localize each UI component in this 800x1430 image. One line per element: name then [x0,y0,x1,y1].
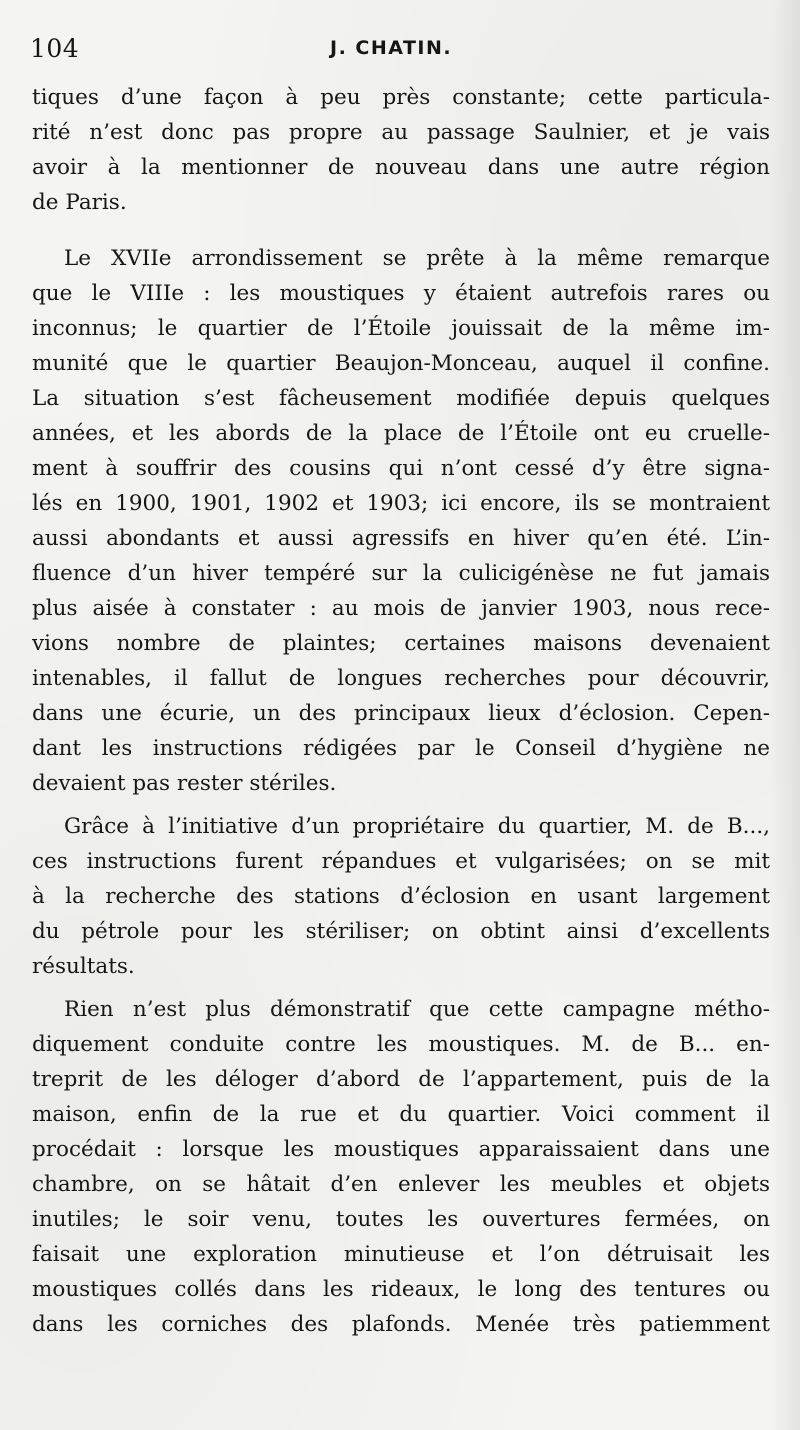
text-line: treprit de les déloger d’abord de l’appartement, puis de la [32,1067,770,1092]
text-line: maison, enfin de la rue et du quartier. Voici comment il [32,1102,770,1127]
body-text [32,80,770,1342]
text-line: inconnus; le quartier de l’Étoile jouissait de la même im- [32,316,770,341]
text-line: diquement conduite contre les moustiques. M. de B... en- [32,1032,770,1057]
text-line: années, et les abords de la place de l’Étoile ont eu cruelle- [32,421,770,446]
text-line: du pétrole pour les stériliser; on obtint ainsi d’excellents [32,919,770,944]
text-line: Le XVIIe arrondissement se prête à la même remarque [64,246,770,271]
page-number: 104 [30,34,80,63]
paragraph [32,80,770,220]
text-line: à la recherche des stations d’éclosion en usant largement [32,884,770,909]
paragraph [32,992,770,1342]
text-line: vions nombre de plaintes; certaines maisons devenaient [32,631,770,656]
page-edge-shadow [770,0,800,1430]
text-line: dant les instructions rédigées par le Conseil d’hygiène ne [32,736,770,761]
text-line: ces instructions furent répandues et vulgarisées; on se mit [32,849,770,874]
text-line: lés en 1900, 1901, 1902 et 1903; ici encore, ils se montraient [32,491,770,516]
text-line: dans les corniches des plafonds. Menée très patiemment [32,1312,770,1337]
text-line: dans une écurie, un des principaux lieux d’éclosion. Cepen- [32,701,770,726]
text-line: intenables, il fallut de longues recherches pour découvrir, [32,666,770,691]
text-line: de Paris. [32,190,127,215]
text-line: inutiles; le soir venu, toutes les ouvertures fermées, on [32,1207,770,1232]
text-line: devaient pas rester stériles. [32,771,337,796]
page-header [30,34,770,70]
text-line: rité n’est donc pas propre au passage Saulnier, et je vais [32,120,770,145]
text-line: plus aisée à constater : au mois de janvier 1903, nous rece- [32,596,770,621]
text-line: chambre, on se hâtait d’en enlever les meubles et objets [32,1172,770,1197]
text-line: fluence d’un hiver tempéré sur la culicigénèse ne fut jamais [32,561,770,586]
running-head-author: J. CHATIN. [330,37,453,59]
paragraph-spacer [32,801,770,809]
paragraph [32,241,770,801]
text-line: avoir à la mentionner de nouveau dans une autre région [32,155,770,180]
text-line: Grâce à l’initiative d’un propriétaire du quartier, M. de B..., [64,814,770,839]
paragraph-spacer [32,220,770,241]
text-line: Rien n’est plus démonstratif que cette campagne métho- [64,997,770,1022]
text-line: faisait une exploration minutieuse et l’on détruisait les [32,1242,770,1267]
paragraph-spacer [32,984,770,992]
paragraph [32,809,770,984]
text-line: munité que le quartier Beaujon-Monceau, auquel il confine. [32,351,770,376]
text-line: tiques d’une façon à peu près constante; cette particula- [32,85,770,110]
text-line: aussi abondants et aussi agressifs en hiver qu’en été. L’in- [32,526,770,551]
text-line: moustiques collés dans les rideaux, le long des tentures ou [32,1277,770,1302]
text-line: La situation s’est fâcheusement modifiée depuis quelques [32,386,770,411]
text-line: procédait : lorsque les moustiques apparaissaient dans une [32,1137,770,1162]
text-line: que le VIIIe : les moustiques y étaient autrefois rares ou [32,281,770,306]
text-line: résultats. [32,954,135,979]
text-line: ment à souffrir des cousins qui n’ont cessé d’y être signa- [32,456,770,481]
